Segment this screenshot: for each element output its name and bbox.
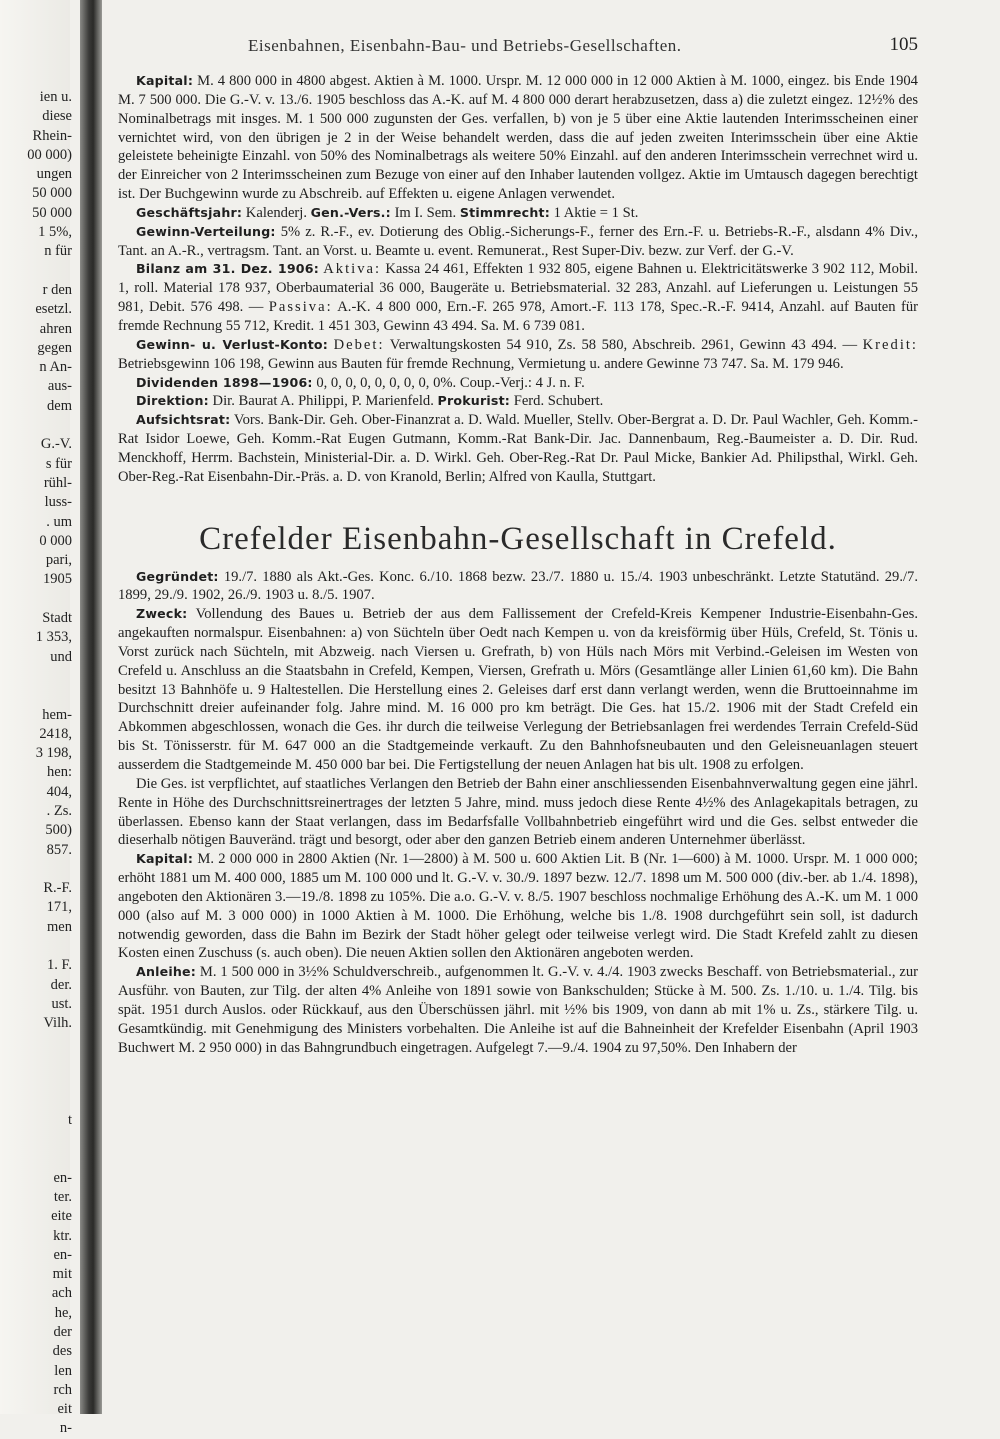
zweck-paragraph bbox=[118, 605, 918, 775]
direktion-paragraph bbox=[118, 392, 918, 411]
margin-fragment bbox=[0, 1091, 72, 1110]
kapital-paragraph bbox=[118, 72, 918, 204]
margin-fragment bbox=[0, 590, 72, 609]
margin-fragment: 0 000 bbox=[39, 532, 72, 549]
genvers-label: Gen.-Vers.: bbox=[310, 204, 391, 220]
margin-fragment: 857. bbox=[46, 841, 72, 858]
margin-fragment: n für bbox=[44, 243, 72, 260]
page-number: 105 bbox=[889, 34, 918, 55]
margin-fragment bbox=[0, 1053, 72, 1072]
margin-fragment bbox=[0, 262, 72, 281]
margin-fragment: rühl- bbox=[43, 474, 72, 491]
anleihe-paragraph bbox=[118, 963, 918, 1057]
aufsichtsrat-paragraph bbox=[118, 411, 918, 486]
gegruendet-paragraph bbox=[118, 568, 918, 606]
geschaeftsjahr-label: Geschäftsjahr: bbox=[136, 204, 243, 220]
opposite-page-fragments bbox=[0, 88, 72, 1439]
margin-fragment: ust. bbox=[51, 995, 72, 1012]
margin-fragment: . Zs. bbox=[46, 802, 72, 819]
margin-fragment: aus- bbox=[47, 378, 72, 395]
direktion-text: Dir. Baurat A. Philippi, P. Marienfeld. bbox=[212, 393, 434, 410]
margin-fragment: Stadt bbox=[42, 610, 72, 627]
debet-text: Verwaltungskosten 54 910, Zs. 58 580, Abschreib. 2961, Gewinn 43 494. — bbox=[389, 336, 858, 353]
margin-fragment: dem bbox=[47, 397, 72, 414]
margin-fragment: R.-F. bbox=[43, 880, 72, 897]
margin-fragment: hen: bbox=[47, 764, 72, 781]
margin-fragment: 3 198, bbox=[35, 745, 72, 762]
zweck-text: Vollendung des Baues u. Betrieb der aus dem Fallissement der Crefeld-Kreis Kempener Industrie-Eisenbahn-Ges. angekauften normalspur. Eisenbahnen: a) von Süchteln über Oedt nach Kempen u. von da kreisförmig über Hüls, Crefeld, St. Tönis u. Vorst zurück nach Süchteln, mit Abzweig. nach Viersen u. Grefrath, b) von Hüls nach Mörs mit Verbind.-Geleisen im Westen von Crefeld u. Anschluss an die Staatsbahn in Crefeld, Kempen, Viersen, Grefrath u. Mörs (Gesamtlänge aller Linien 61,60 km). Die Bahn besitzt 13 Bahnhöfe u. 9 Haltestellen. Die Herstellung eines 2. Geleises darf erst dann verlangt werden, wenn die Bruttoeinnahme im Durchschnitt dreier aufeinander folg. Jahre mind. M. 16 000 pro km beträgt. Die Ges. hat 15./2. 1906 mit der Stadt Crefeld ein Abkommen abgeschlossen, wonach die Ges. ihr durch die teilweise Verlegung der Betriebsanlagen frei werdendes Terrain Crefeld-Süd bis St. Tönisserstr. für M. 647 000 an die Stadtgemeinde verkauft. Zu den Bahnhofsneubauten und den Geleisneuanlagen steuert ausserdem die Stadtgemeinde M. 450 000 bar bei. Die Fertigstellung der neuen Anlagen hat bis ult. 1908 zu erfolgen. bbox=[118, 606, 919, 773]
margin-fragment: he, bbox=[54, 1304, 72, 1321]
dividenden-label: Dividenden 1898—1906: bbox=[136, 374, 313, 390]
margin-fragment: en- bbox=[53, 1169, 72, 1186]
margin-fragment: 50 000 bbox=[32, 185, 72, 202]
gegruendet-label: Gegründet: bbox=[136, 568, 219, 584]
page-header bbox=[118, 36, 918, 72]
stimmrecht-label: Stimmrecht: bbox=[459, 204, 550, 220]
genvers-text: Im I. Sem. bbox=[394, 204, 457, 221]
margin-fragment: ien u. bbox=[39, 89, 72, 105]
margin-fragment: der. bbox=[50, 976, 72, 993]
margin-fragment: hem- bbox=[42, 706, 72, 723]
aktiva-text: Kassa 24 461, Effekten 1 932 805, eigene Bahnen u. Elektricitätswerke 3 902 112, Mobil. 1, roll. Material 178 937, Oberbaumaterial 36 000, Baugeräte u. Betriebsmaterial. 32 283, Anzahl. auf Lieferungen u. Leistungen 55 981, Debit. 576 498. — bbox=[118, 261, 919, 316]
prokurist-label: Prokurist: bbox=[437, 393, 511, 409]
bilanz-paragraph bbox=[118, 260, 918, 335]
section-crefelder-eisenbahn bbox=[118, 568, 918, 1058]
margin-fragment: . um bbox=[46, 513, 72, 530]
passiva-label: Passiva: bbox=[268, 299, 333, 316]
margin-fragment: ktr. bbox=[53, 1227, 72, 1244]
aufsichtsrat-label: Aufsichtsrat: bbox=[136, 412, 231, 428]
passiva-text: A.-K. 4 800 000, Ern.-F. 265 978, Amort.-F. 113 178, Spec.-R.-F. 9414, Anzahl. auf Bauten für fremde Rechnung 55 712, Kredit. 1 451 303, Gewinn 43 494. Sa. M. 6 739 081. bbox=[118, 299, 919, 334]
section-previous-company bbox=[118, 72, 918, 487]
company-title: Crefelder Eisenbahn-Gesellschaft in Crefeld. bbox=[199, 520, 837, 557]
margin-fragment bbox=[0, 686, 72, 705]
kapital-text-2: M. 2 000 000 in 2800 Aktien (Nr. 1—2800) à M. 500 u. 600 Aktien Lit. B (Nr. 1—600) à M. 1000. Urspr. M. 1 000 000; erhöht 1881 um M. 400 000, 1885 um M. 100 000 und lt. G.-V. v. 30./9. 1897 bezw. 12./7. 1898 um M. 500 000 (div.-ber. ab 1./4. 1898), angeboten den Aktionären 3.—19./8. 1898 zu 105%. Die a.o. G.-V. v. 8./5. 1907 beschloss nochmalige Erhöhung des A.-K. um M. 1 000 000 (also auf M. 3 000 000) in 1000 Aktien à M. 1000. Die Erhöhung, welche bis 1./8. 1908 durchgeführt sein soll, ist dadurch notwendig geworden, dass die Bahn im Bezirk der Stadt höher gelegt oder teilweise verlegt wird. Die Stadt Krefeld zahlt zu diesen Kosten einen Zuschuss (s. auch oben). Die neuen Aktien sollen den Aktionären angeboten werden. bbox=[118, 851, 918, 962]
kapital-paragraph-2 bbox=[118, 850, 918, 963]
margin-fragment: men bbox=[47, 918, 72, 935]
margin-fragment: 1 353, bbox=[35, 629, 72, 646]
gegruendet-text: 19./7. 1880 als Akt.-Ges. Konc. 6./10. 1868 bezw. 23./7. 1880 u. 15./4. 1903 unbeschränkt. Letzte Statutänd. 29./7. 1899, 29./9. 1902, 26./9. 1903 u. 8./5. 1907. bbox=[118, 568, 918, 604]
kredit-text: Betriebsgewinn 106 198, Gewinn aus Bauten für fremde Rechnung, Vermietung u. andere Gewinne 73 747. Sa. M. 179 946. bbox=[118, 355, 844, 372]
margin-fragment: diese bbox=[42, 108, 72, 125]
margin-fragment: luss- bbox=[44, 494, 72, 511]
margin-fragment: ter. bbox=[53, 1188, 72, 1205]
gewinnverteilung-label: Gewinn-Verteilung: bbox=[136, 223, 276, 239]
margin-fragment bbox=[0, 1072, 72, 1091]
margin-fragment: der bbox=[53, 1324, 72, 1340]
margin-fragment: pari, bbox=[45, 552, 72, 569]
margin-fragment: 500) bbox=[45, 822, 72, 839]
kapital-label-2: Kapital: bbox=[136, 851, 194, 867]
margin-fragment: und bbox=[50, 648, 72, 665]
margin-fragment bbox=[0, 1149, 72, 1168]
margin-fragment: 00 000) bbox=[27, 146, 72, 163]
margin-fragment: n- bbox=[59, 1420, 72, 1437]
guv-paragraph bbox=[118, 336, 918, 374]
margin-fragment: 404, bbox=[46, 783, 72, 800]
margin-fragment: eite bbox=[51, 1208, 72, 1225]
margin-fragment bbox=[0, 416, 72, 435]
aktiva-label: Aktiva: bbox=[323, 261, 382, 278]
guv-label: Gewinn- u. Verlust-Konto: bbox=[136, 336, 329, 352]
aufsichtsrat-text: Vors. Bank-Dir. Geh. Ober-Finanzrat a. D. Wald. Mueller, Stellv. Ober-Bergrat a. D. Dr. Paul Wachler, Geh. Komm.-Rat Isidor Loewe, Geh. Komm.-Rat Eugen Gutmann, Komm.-Rat Bank-Dir. Jac. Dannenbaum, Reg.-Baumeister a. D. Dir. Rud. Menckhoff, Herrm. Bachstein, Ministerial-Dir. a. D. Wirkl. Geh. Ober-Reg.-Rat Dr. Paul Micke, Bankier Ad. Philipsthal, Wirkl. Geh. Ober-Reg.-Rat Eisenbahn-Dir.-Präs. a. D. von Kranold, Berlin; Alfred von Kaulla, Stuttgart. bbox=[118, 412, 918, 485]
margin-fragment: gegen bbox=[37, 339, 72, 356]
stimmrecht-text: 1 Aktie = 1 St. bbox=[553, 204, 639, 221]
margin-fragment: des bbox=[52, 1343, 72, 1360]
margin-fragment bbox=[0, 1130, 72, 1149]
page bbox=[118, 36, 918, 1058]
zweck-label: Zweck: bbox=[136, 606, 188, 622]
margin-fragment: eit bbox=[57, 1401, 72, 1418]
margin-fragment: ungen bbox=[36, 166, 72, 183]
zweck-text-2: Die Ges. ist verpflichtet, auf staatliches Verlangen den Betrieb der Bahn einer anschliessenden Eisenbahnverwaltung gegen eine jährl. Rente in Höhe des Durchschnittsreinertrages der letzten 5 Jahre, mind. muss jedoch diese Rente 4½% des Anlagekapitals betragen, zu überlassen. Ebenso kann der Staat verlangen, dass im Bedarfsfalle Vollbahnbetrieb eingeführt wird und die Ges. selbst entweder die dieserhalb nötigen Bauveränd. trägt und besorgt, oder aber den ganzen Betrieb einem anderen Unternehmer überlässt. bbox=[118, 775, 918, 849]
anleihe-text: M. 1 500 000 in 3½% Schuldverschreib., aufgenommen lt. G.-V. v. 4./4. 1903 zwecks Beschaff. von Betriebsmaterial., zur Ausführ. von Bauten, zur Tilg. der alten 4% Anleihe von 1891 sowie von Bankschulden; Stücke à M. 500. Zs. 1./10. u. 1./4. Tilg. bis spät. 1951 durch Auslos. oder Rückkauf, aus den Überschüssen jährl. mit ½% bis 1909, von dann ab mit 1% u. Zs., stärkere Tilg. u. Gesamtkündig. mit Genehmigung des Ministers vorbehalten. Die Anleihe ist auf die Bahneinheit der Krefelder Eisenbahn (April 1903 Buchwert M. 2 950 000) in das Bahngrundbuch eingetragen. Aufgelegt 7.—9./4. 1904 zu 97,50%. Den Inhabern der bbox=[118, 964, 918, 1056]
margin-fragment: mit bbox=[52, 1266, 72, 1283]
bilanz-label: Bilanz am 31. Dez. 1906: bbox=[136, 261, 319, 277]
margin-fragment: 50 000 bbox=[32, 204, 72, 221]
margin-fragment: ach bbox=[51, 1285, 72, 1302]
margin-fragment: r den bbox=[42, 281, 72, 298]
margin-fragment: n An- bbox=[39, 359, 72, 376]
margin-fragment: ahren bbox=[39, 320, 72, 337]
geschaeftsjahr-paragraph bbox=[118, 204, 918, 223]
gewinnverteilung-paragraph bbox=[118, 223, 918, 261]
margin-fragment bbox=[0, 667, 72, 686]
kredit-label: Kredit: bbox=[862, 336, 918, 353]
direktion-label: Direktion: bbox=[136, 393, 209, 409]
margin-fragment: 1905 bbox=[43, 571, 72, 588]
prokurist-text: Ferd. Schubert. bbox=[513, 393, 604, 410]
zweck-paragraph-2 bbox=[118, 775, 918, 850]
margin-fragment bbox=[0, 1034, 72, 1053]
margin-fragment: len bbox=[54, 1362, 72, 1379]
book-gutter bbox=[80, 0, 102, 1414]
margin-fragment: en- bbox=[53, 1246, 72, 1263]
margin-fragment: Rhein- bbox=[32, 127, 72, 144]
dividenden-text: 0, 0, 0, 0, 0, 0, 0, 0, 0%. Coup.-Verj.: 4 J. n. F. bbox=[316, 374, 585, 391]
anleihe-label: Anleihe: bbox=[136, 964, 197, 980]
margin-fragment bbox=[0, 860, 72, 879]
kapital-label: Kapital: bbox=[136, 73, 194, 88]
debet-label: Debet: bbox=[333, 336, 385, 353]
margin-fragment: esetzl. bbox=[35, 301, 72, 318]
margin-fragment: rch bbox=[53, 1381, 72, 1398]
running-title: Eisenbahnen, Eisenbahn-Bau- und Betriebs-Gesellschaften. bbox=[248, 36, 682, 55]
geschaeftsjahr-text: Kalenderj. bbox=[245, 204, 307, 221]
margin-fragment: 2418, bbox=[39, 725, 72, 742]
margin-fragment: t bbox=[67, 1111, 72, 1128]
margin-fragment bbox=[0, 937, 72, 956]
margin-fragment: 1 5%, bbox=[38, 224, 72, 241]
dividenden-paragraph bbox=[118, 374, 918, 393]
margin-fragment: 1. F. bbox=[46, 957, 72, 974]
margin-fragment: s für bbox=[45, 455, 72, 472]
margin-fragment: Vilh. bbox=[43, 1015, 72, 1032]
margin-fragment: G.-V. bbox=[40, 436, 72, 453]
margin-fragment: 171, bbox=[46, 899, 72, 916]
gewinnverteilung-text: 5% z. R.-F., ev. Dotierung des Oblig.-Sicherungs-F., ferner des Ern.-F. u. Betriebs-R.-F., alsdann 4% Div., Tant. an A.-R., vertragsm. Tant. an Vorst. u. Beamte u. event. Remunerat., Rest Super-Div. bezw. zur Verf. der G.-V. bbox=[118, 223, 919, 259]
kapital-text: M. 4 800 000 in 4800 abgest. Aktien à M. 1000. Urspr. M. 12 000 000 in 12 000 Aktien à M. 1000, eingez. bis Ende 1904 M. 7 500 000. Die G.-V. v. 13./6. 1905 beschloss das A.-K. auf M. 4 800 000 derart herabzusetzen, dass a) die zuletzt eingez. 12½% des Nominalbetrags mit insges. M. 1 500 000 zugunsten der Ges. verfallen, b) von je 5 über eine Aktie lautenden Interimsscheinen einer vernichtet wird, von den übrigen je 2 in der Weise behandelt werden, dass die auf jeden zweiten Interimsschein über eine Aktie geleistete beheinigte Einzahl. von 50% des Nominalbetrags als weitere 50% Einzahl. auf den anderen Interimsschein verrechnet wird u. der Einreicher von 2 Interimsscheinen zum Bezuge von einer auf den Inhaber lautenden vollgez. Aktie im Umtausch dagegen berechtigt ist. Der Buchgewinn wurde zu Abschreib. auf Effekten u. eigene Anlagen verwendet. bbox=[118, 73, 918, 203]
